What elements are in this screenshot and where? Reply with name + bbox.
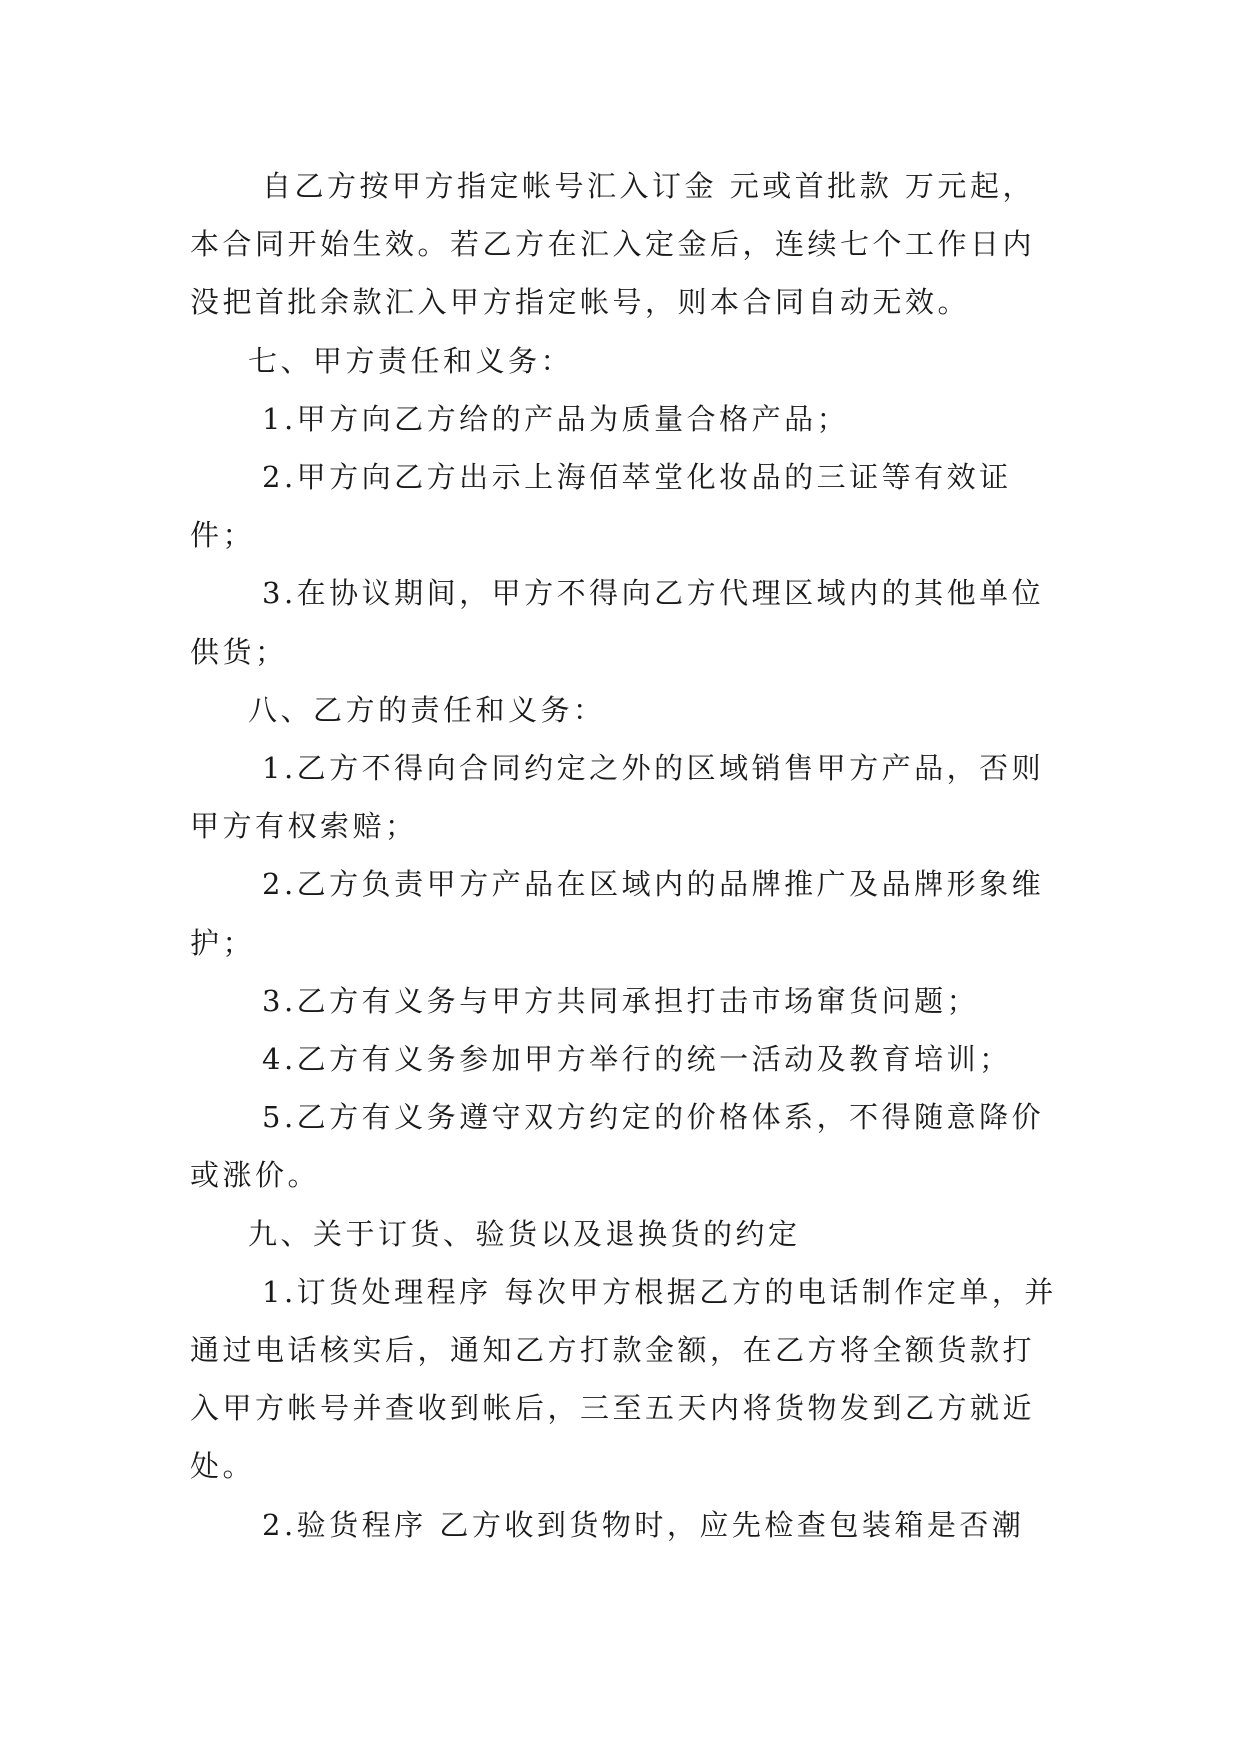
- list-item: 3.在协议期间，甲方不得向乙方代理区域内的其他单位供货；: [190, 576, 1045, 669]
- section-heading-party-a-duties: 七、甲方责任和义务：: [248, 343, 574, 378]
- list-item: 2.验货程序 乙方收到货物时，应先检查包装箱是否潮: [262, 1507, 1025, 1542]
- document-body: [190, 157, 1060, 1554]
- list-item: 3.乙方有义务与甲方共同承担打击市场窜货问题；: [262, 983, 980, 1018]
- list-item: 2.甲方向乙方出示上海佰萃堂化妆品的三证等有效证件；: [190, 460, 1012, 553]
- list-item: 2.乙方负责甲方产品在区域内的品牌推广及品牌形象维护；: [190, 867, 1045, 960]
- list-item: 1.订货处理程序 每次甲方根据乙方的电话制作定单，并通过电话核实后，通知乙方打款金额，在乙方将全额货款打入甲方帐号并查收到帐后，三至五天内将货物发到乙方就近处。: [190, 1274, 1057, 1484]
- list-item: 1.甲方向乙方给的产品为质量合格产品；: [262, 401, 850, 436]
- section-heading-party-b-duties: 八、乙方的责任和义务：: [248, 692, 606, 727]
- list-item: 1.乙方不得向合同约定之外的区域销售甲方产品，否则甲方有权索赔；: [190, 751, 1045, 844]
- section-heading-ordering: 九、关于订货、验货以及退换货的约定: [248, 1216, 801, 1251]
- list-item: 4.乙方有义务参加甲方举行的统一活动及教育培训；: [262, 1042, 1012, 1077]
- paragraph-effective-terms: 自乙方按甲方指定帐号汇入订金 元或首批款 万元起，本合同开始生效。若乙方在汇入定金后，连续七个工作日内没把首批余款汇入甲方指定帐号，则本合同自动无效。: [190, 169, 1036, 320]
- list-item: 5.乙方有义务遵守双方约定的价格体系，不得随意降价或涨价。: [190, 1100, 1045, 1193]
